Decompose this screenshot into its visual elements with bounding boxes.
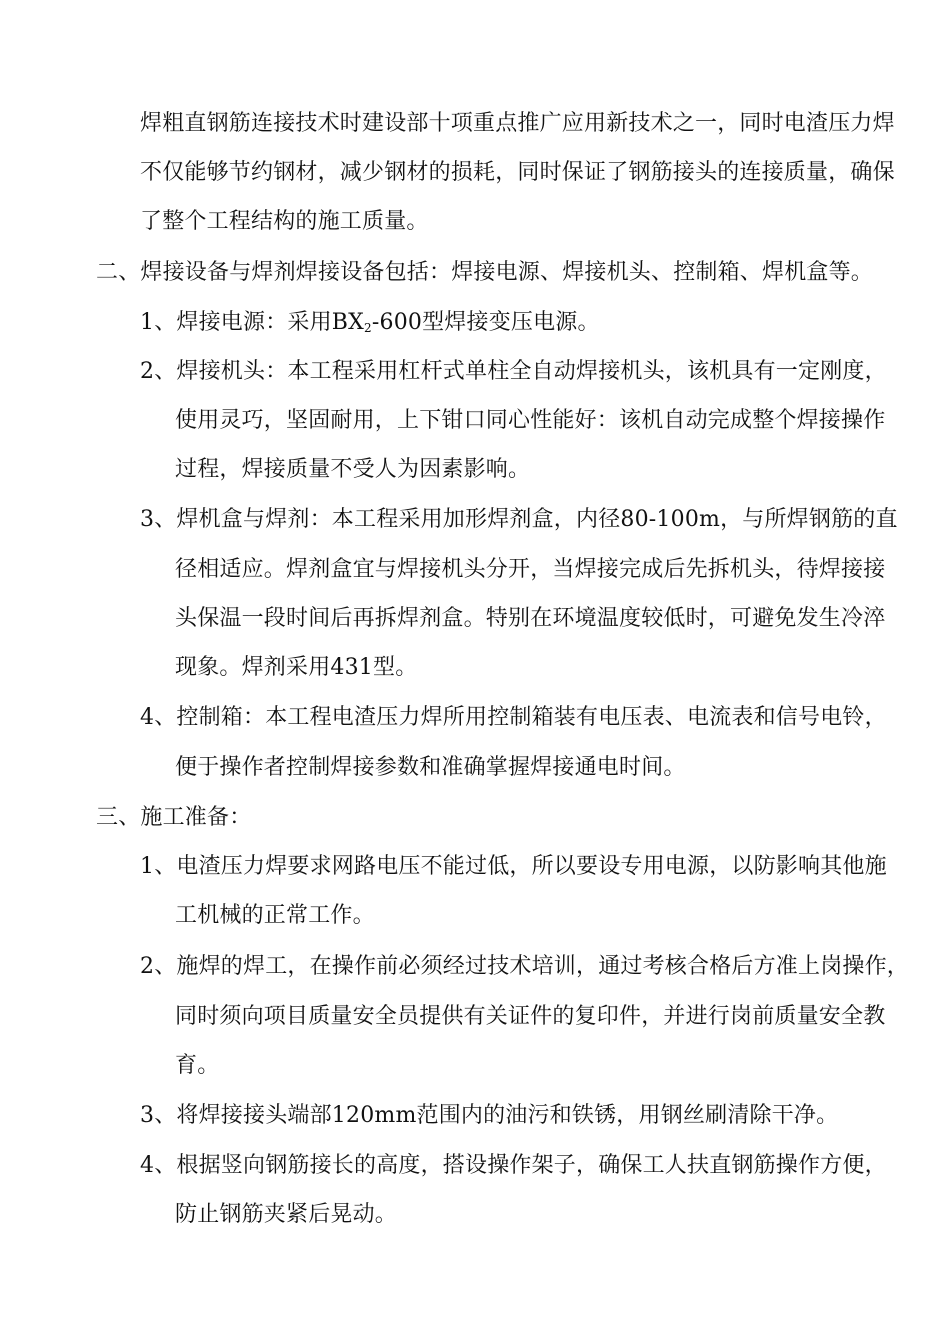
section2-item4-line-1: 4、控制箱：本工程电渣压力焊所用控制箱装有电压表、电流表和信号电铃， [140,705,887,730]
section3-item1-line-1: 1、电渣压力焊要求网路电压不能过低，所以要设专用电源，以防影响其他施 [140,854,887,879]
section3-item2-line-1: 2、施焊的焊工，在操作前必须经过技术培训，通过考核合格后方准上岗操作， [140,954,909,979]
section3-item3-line-1: 3、将焊接接头端部120mm范围内的油污和铁锈，用钢丝刷清除干净。 [140,1103,839,1128]
intro-line-2: 不仅能够节约钢材，减少钢材的损耗，同时保证了钢筋接头的连接质量，确保 [140,160,895,185]
section2-item1-sub: 2 [364,321,372,335]
section3-item4-line-2: 防止钢筋夹紧后晃动。 [175,1202,398,1227]
section3-item4-line-1: 4、根据竖向钢筋接长的高度，搭设操作架子，确保工人扶直钢筋操作方便， [140,1153,887,1178]
section2-item2-line-1: 2、焊接机头：本工程采用杠杆式单柱全自动焊接机头，该机具有一定刚度， [140,359,887,384]
section2-item2-line-2: 使用灵巧，坚固耐用，上下钳口同心性能好：该机自动完成整个焊接操作 [175,408,886,433]
section2-item3-line-3: 头保温一段时间后再拆焊剂盒。特别在环境温度较低时，可避免发生冷淬 [175,606,886,631]
section2-heading: 二、焊接设备与焊剂焊接设备包括：焊接电源、焊接机头、控制箱、焊机盒等。 [96,260,874,285]
section2-item1-post: -600型焊接变压电源。 [371,310,600,335]
section2-item3-line-2: 径相适应。焊剂盒宜与焊接机头分开，当焊接完成后先拆机头，待焊接接 [175,557,886,582]
section3-heading: 三、施工准备： [96,805,252,830]
section2-item3-line-1: 3、焊机盒与焊剂：本工程采用加形焊剂盒，内径80-100m，与所焊钢筋的直 [140,507,898,532]
section2-item1-pre: 1、焊接电源：采用BX [140,310,365,335]
section2-item2-line-3: 过程，焊接质量不受人为因素影响。 [175,457,531,482]
section3-item2-line-2: 同时须向项目质量安全员提供有关证件的复印件，并进行岗前质量安全教 [175,1004,886,1029]
section3-item1-line-2: 工机械的正常工作。 [175,903,375,928]
section2-item3-line-4: 现象。焊剂采用431型。 [175,655,418,680]
intro-line-3: 了整个工程结构的施工质量。 [140,209,429,234]
section2-item1 [140,309,600,342]
intro-line-1: 焊粗直钢筋连接技术时建设部十项重点推广应用新技术之一，同时电渣压力焊 [140,111,895,136]
section3-item2-line-3: 育。 [175,1053,220,1078]
section2-item4-line-2: 便于操作者控制焊接参数和准确掌握焊接通电时间。 [175,755,686,780]
